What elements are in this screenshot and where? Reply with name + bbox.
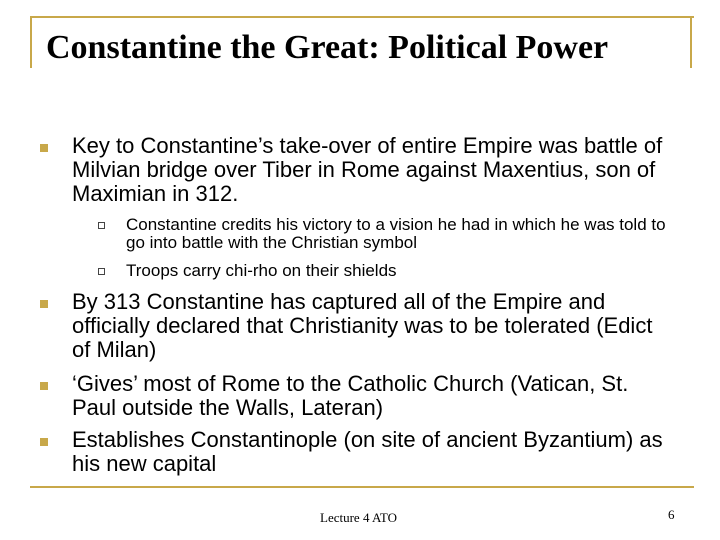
sub-bullet-1-text: Constantine credits his victory to a vision he had in which he was told to go into battle with the Christian symbol — [126, 215, 666, 252]
footer-divider — [30, 486, 694, 488]
bullet-2-text: By 313 Constantine has captured all of the Empire and officially declared that Christianity was to be tolerated (Edict of Milan) — [72, 289, 653, 362]
bullet-marker — [40, 438, 48, 446]
page-number: 6 — [668, 507, 675, 522]
slide-title: Constantine the Great: Political Power — [46, 29, 609, 66]
bullet-marker — [40, 144, 48, 152]
bullet-marker — [40, 300, 48, 308]
footer-label: Lecture 4 ATO — [320, 510, 398, 525]
title-frame-left — [30, 16, 32, 68]
bullet-3-text: ‘Gives’ most of Rome to the Catholic Church (Vatican, St. Paul outside the Walls, Lateran) — [72, 371, 629, 420]
title-frame-right — [690, 16, 692, 68]
bullet-marker — [40, 382, 48, 390]
sub-bullet-2-text: Troops carry chi-rho on their shields — [126, 261, 397, 280]
sub-bullet-marker — [98, 222, 105, 229]
sub-bullet-marker — [98, 268, 105, 275]
title-frame-top — [30, 16, 694, 18]
bullet-1-text: Key to Constantine’s take-over of entire Empire was battle of Milvian bridge over Tiber in Rome against Maxentius, son of Maximian in 312. — [72, 133, 663, 206]
bullet-4-text: Establishes Constantinople (on site of ancient Byzantium) as his new capital — [72, 427, 663, 476]
